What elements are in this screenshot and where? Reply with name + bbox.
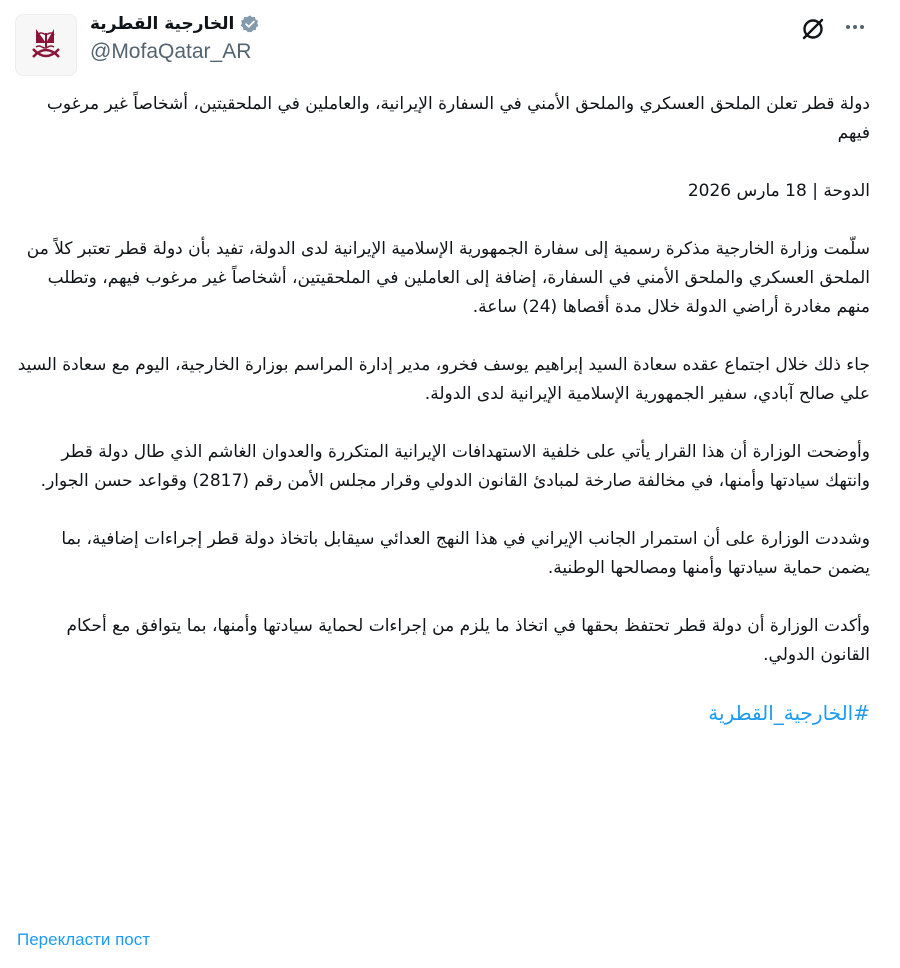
display-name-row [90,14,260,34]
hashtag-link[interactable]: #الخارجية_القطرية [708,701,870,725]
avatar[interactable] [15,14,77,76]
post-paragraph: سلّمت وزارة الخارجية مذكرة رسمية إلى سفارة الجمهورية الإسلامية الإيرانية لدى الدولة، تفيد بأن دولة قطر تعتبر كلاً من الملحق العسكري والملحق الأمني في السفارة، إضافة إلى العاملين في الملحقيتين، أشخاصاً غير مرغوب فيهم، وتطلب منهم مغادرة أراضي الدولة خلال مدة أقصاها (24) ساعة. [26,239,870,317]
translate-post-link[interactable]: Перекласти пост [17,930,151,949]
more-dot [846,25,850,29]
post-paragraph: جاء ذلك خلال اجتماع عقده سعادة السيد إبراهيم يوسف فخرو، مدير إدارة المراسم بوزارة الخارجية، اليوم مع سعادة السيد علي صالح آبادي، سفير الجمهورية الإسلامية الإيرانية لدى الدولة. [17,355,870,404]
more-dot [860,25,864,29]
grok-icon[interactable] [800,16,826,42]
post-paragraph: وأوضحت الوزارة أن هذا القرار يأتي على خلفية الاستهدافات الإيرانية المتكررة والعدوان الغاشم الذي طال دولة قطر وانتهك سيادتها وأمنها، في مخالفة صارخة لمبادئ القانون الدولي وقرار مجلس الأمن رقم (2817) وقواعد حسن الجوار. [40,442,870,491]
verified-badge-icon[interactable] [240,14,260,34]
account-handle[interactable]: @MofaQatar_AR [90,40,252,63]
post-paragraph: وأكدت الوزارة أن دولة قطر تحتفظ بحقها في اتخاذ ما يلزم من إجراءات لحماية سيادتها وأمنها، بما يتوافق مع أحكام القانون الدولي. [66,616,870,665]
post-header [0,0,900,86]
post-dateline: الدوحة | 18 مارس 2026 [687,181,870,201]
more-dot [853,25,857,29]
more-icon[interactable] [840,14,870,40]
qatar-emblem-icon [24,23,68,67]
post-text [14,90,870,730]
display-name[interactable]: الخارجية القطرية [90,14,235,34]
post-paragraph: وشددت الوزارة على أن استمرار الجانب الإيراني في هذا النهج العدائي سيقابل باتخاذ دولة قطر إجراءات إضافية، بما يضمن حماية سيادتها وأمنها ومصالحها الوطنية. [61,529,870,578]
post-headline: دولة قطر تعلن الملحق العسكري والملحق الأمني في السفارة الإيرانية، والعاملين في الملحقيتين، أشخاصاً غير مرغوب فيهم [46,94,870,143]
account-identity [90,14,260,64]
